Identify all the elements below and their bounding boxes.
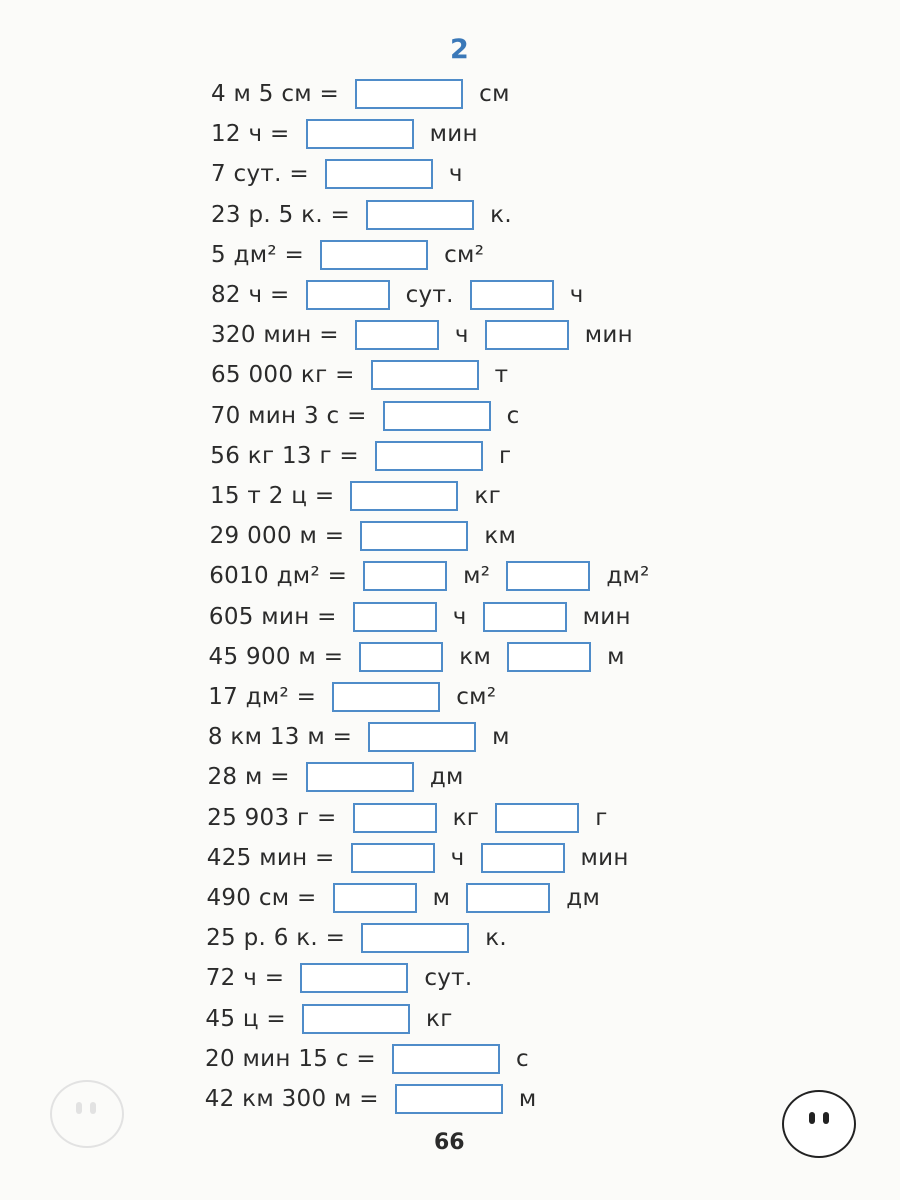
unit-label: ч — [448, 161, 463, 188]
answer-box[interactable] — [353, 803, 437, 833]
equation-text: 70 мин 3 с = — [210, 402, 367, 429]
equation-text: 15 т 2 ц = — [209, 483, 335, 509]
answer-box[interactable] — [300, 963, 408, 993]
unit-label: см² — [444, 241, 485, 268]
equation-text: 65 000 кг = — [211, 362, 355, 389]
equation-text: 490 см = — [206, 885, 317, 911]
equation-text: 45 ц = — [205, 1005, 287, 1032]
unit-label: г — [595, 804, 608, 831]
unit-label: м² — [463, 563, 491, 590]
answer-box[interactable] — [325, 159, 433, 189]
unit-label: км — [459, 643, 492, 670]
answer-box[interactable] — [483, 602, 567, 632]
unit-label: кг — [452, 804, 480, 831]
unit-label: дм — [429, 764, 464, 791]
unit-label: с — [506, 402, 520, 429]
exercise-row — [210, 518, 533, 554]
page-number: 66 — [434, 1130, 465, 1155]
left-eye — [809, 1112, 815, 1124]
equation-text: 25 р. 6 к. = — [206, 925, 346, 952]
answer-box[interactable] — [366, 200, 474, 230]
unit-label: г — [499, 442, 512, 469]
answer-box[interactable] — [466, 883, 550, 913]
exercise-row — [208, 679, 512, 715]
unit-label: ч — [454, 322, 469, 349]
faint-smiley-icon — [50, 1080, 124, 1148]
unit-label: м — [607, 643, 625, 670]
equation-text: 42 км 300 м = — [204, 1086, 379, 1112]
answer-box[interactable] — [302, 1004, 410, 1034]
exercise-row — [207, 800, 623, 836]
equation-text: 23 р. 5 к. = — [211, 201, 351, 228]
unit-label: т — [494, 362, 509, 389]
equation-text: 25 903 г = — [207, 804, 337, 831]
exercise-row — [206, 880, 616, 916]
equation-text: 45 900 м = — [208, 643, 344, 670]
answer-box[interactable] — [306, 762, 414, 792]
unit-label: см — [479, 81, 510, 107]
exercise-row — [211, 398, 536, 434]
task-number: 2 — [450, 34, 469, 65]
answer-box[interactable] — [485, 320, 569, 350]
unit-label: к. — [485, 925, 508, 952]
answer-box[interactable] — [306, 280, 390, 310]
unit-label: ч — [569, 282, 584, 308]
answer-box[interactable] — [350, 481, 458, 511]
exercise-row — [210, 478, 517, 514]
answer-box[interactable] — [359, 642, 443, 672]
exercise-row — [210, 438, 527, 474]
unit-label: сут. — [405, 282, 454, 308]
equation-text: 82 ч = — [211, 282, 290, 308]
unit-label: кг — [474, 483, 501, 509]
exercise-row — [211, 116, 494, 152]
exercise-row — [211, 156, 479, 192]
answer-box[interactable] — [363, 561, 447, 591]
exercise-row — [209, 558, 665, 594]
exercise-row — [209, 639, 641, 675]
answer-box[interactable] — [355, 320, 439, 350]
equation-text: 425 мин = — [206, 844, 335, 871]
answer-box[interactable] — [360, 521, 468, 551]
smiley-face-icon — [782, 1090, 856, 1158]
exercise-row — [205, 1041, 545, 1077]
exercise-row — [206, 920, 523, 956]
answer-box[interactable] — [507, 642, 591, 672]
equation-text: 4 м 5 см = — [211, 81, 340, 107]
exercise-row — [211, 357, 524, 393]
unit-label: м — [518, 1086, 537, 1112]
unit-label: см² — [456, 684, 497, 710]
unit-label: мин — [580, 844, 629, 871]
equation-text: 7 сут. = — [211, 161, 309, 188]
equation-text: 72 ч = — [205, 965, 285, 992]
answer-box[interactable] — [383, 401, 491, 431]
equation-text: 17 дм² = — [208, 684, 317, 710]
exercise-row — [208, 719, 526, 755]
answer-box[interactable] — [332, 682, 440, 712]
answer-box[interactable] — [506, 561, 590, 591]
unit-label: мин — [584, 322, 633, 349]
equation-text: 6010 дм² = — [209, 563, 348, 590]
unit-label: м — [432, 885, 451, 911]
equation-text: 29 000 м = — [209, 523, 345, 550]
unit-label: с — [515, 1045, 529, 1072]
answer-box[interactable] — [395, 1084, 503, 1114]
answer-box[interactable] — [333, 883, 417, 913]
exercise-row — [206, 960, 489, 996]
unit-label: сут. — [424, 965, 473, 992]
unit-label: мин — [582, 603, 631, 630]
equation-text: 5 дм² = — [211, 241, 305, 268]
answer-box[interactable] — [375, 441, 483, 471]
right-eye — [823, 1112, 829, 1124]
unit-label: ч — [450, 844, 465, 871]
answer-box[interactable] — [495, 803, 579, 833]
equation-text: 320 мин = — [211, 322, 339, 349]
exercise-row — [211, 197, 528, 233]
exercise-row — [209, 599, 647, 635]
exercise-row — [211, 76, 526, 112]
unit-label: ч — [452, 603, 467, 630]
answer-box[interactable] — [371, 360, 479, 390]
equation-text: 20 мин 15 с = — [205, 1045, 376, 1072]
equation-text: 8 км 13 м = — [207, 724, 353, 751]
answer-box[interactable] — [392, 1044, 500, 1074]
answer-box[interactable] — [470, 280, 554, 310]
unit-label: кг — [426, 1005, 453, 1032]
unit-label: к. — [490, 201, 512, 228]
exercise-row — [208, 759, 480, 795]
exercise-row — [211, 237, 500, 273]
equation-text: 28 м = — [207, 764, 290, 791]
answer-box[interactable] — [481, 843, 565, 873]
equation-text: 12 ч = — [211, 121, 290, 148]
answer-box[interactable] — [306, 119, 414, 149]
exercise-row — [205, 1081, 553, 1117]
exercise-row — [211, 317, 649, 353]
unit-label: мин — [429, 121, 478, 148]
answer-box[interactable] — [353, 602, 437, 632]
unit-label: м — [492, 724, 510, 751]
answer-box[interactable] — [351, 843, 435, 873]
unit-label: дм — [566, 885, 601, 911]
equation-text: 56 кг 13 г = — [210, 442, 360, 469]
answer-box[interactable] — [361, 923, 469, 953]
answer-box[interactable] — [320, 240, 428, 270]
answer-box[interactable] — [368, 722, 476, 752]
exercise-row — [205, 1001, 468, 1037]
answer-box[interactable] — [355, 79, 463, 109]
equation-text: 605 мин = — [208, 603, 337, 630]
unit-label: км — [484, 523, 517, 550]
unit-label: дм² — [606, 563, 650, 590]
exercise-row — [211, 277, 600, 313]
exercise-row — [207, 840, 645, 876]
